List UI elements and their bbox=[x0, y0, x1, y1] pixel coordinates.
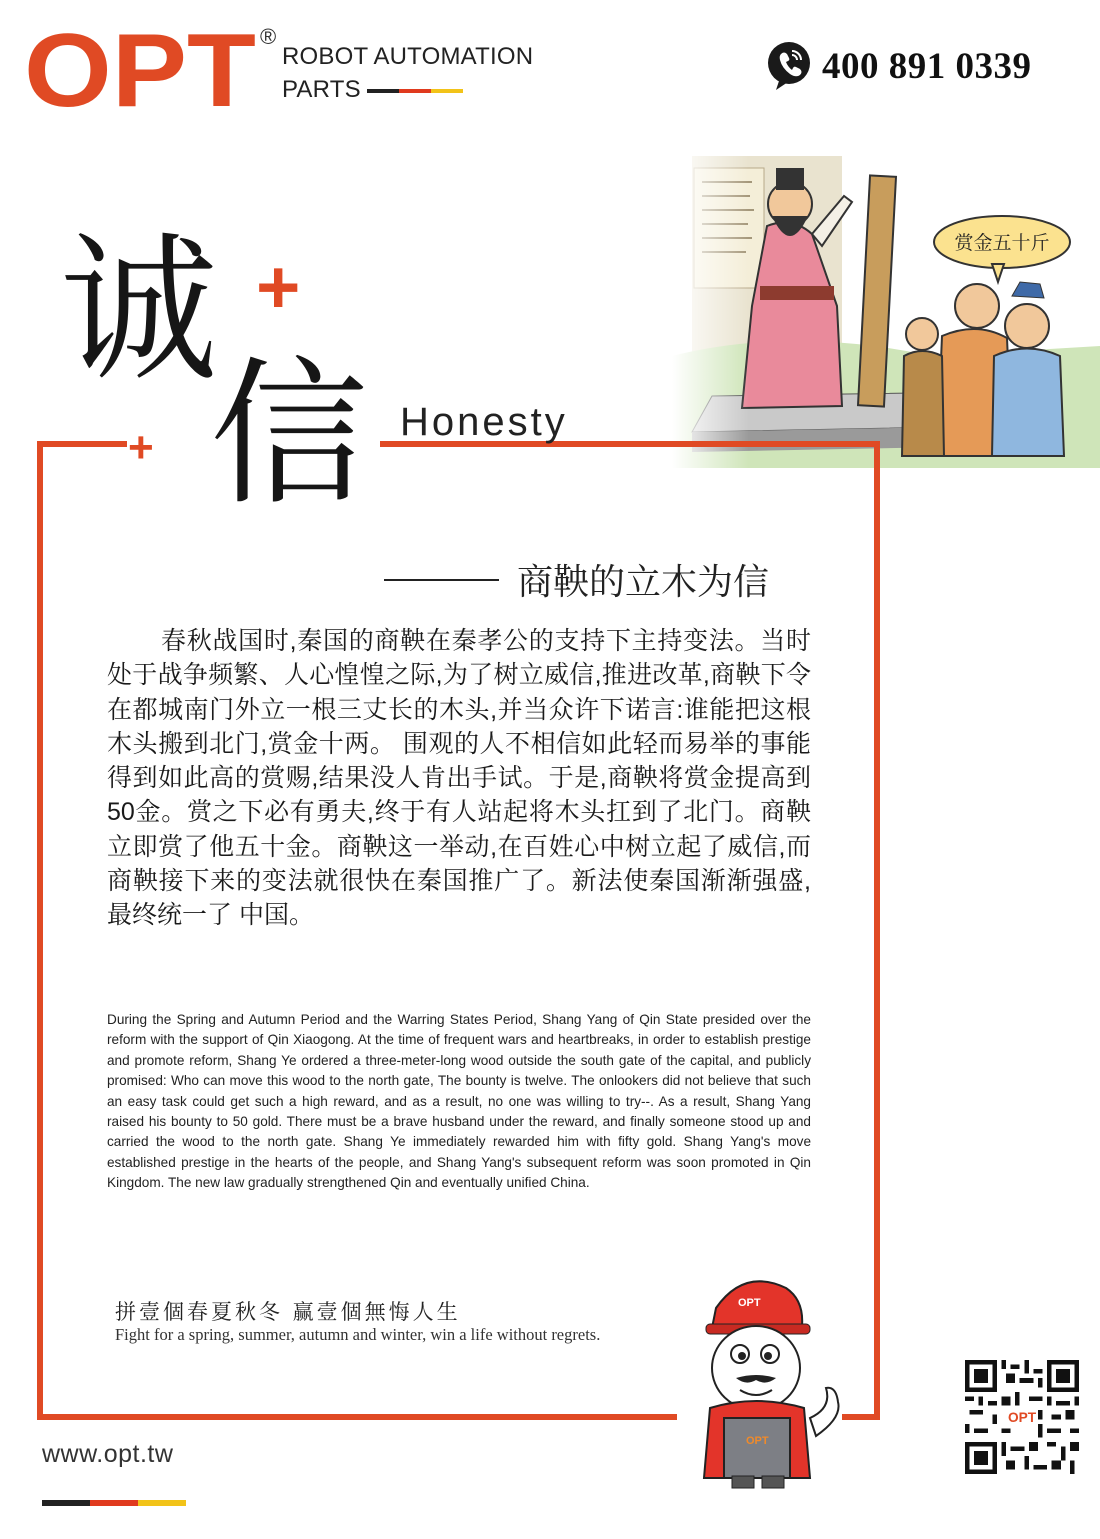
phone-icon bbox=[766, 40, 812, 92]
footer-bar-yellow bbox=[138, 1500, 186, 1506]
frame-left bbox=[37, 441, 43, 1420]
footer-bar-black bbox=[42, 1500, 90, 1506]
bar-yellow bbox=[431, 89, 463, 93]
title-char-xin: 信 bbox=[210, 343, 368, 527]
logo-text: OPT bbox=[24, 32, 256, 112]
body-chinese: 春秋战国时,秦国的商鞅在秦孝公的支持下主持变法。当时处于战争频繁、人心惶惶之际,为了树立威信,推进改革,商鞅下令在都城南门外立一根三丈长的木头,并当众许下诺言:谁能把这根木头搬到北门,赏金十两。 围观的人不相信如此轻而易举的事能得到如此高的赏赐,结果没人肯出手试。于是,商鞅将赏金提高到50金。赏之下必有勇夫,终于有人站起将木头扛到了北门。商鞅立即赏了他五十金。商鞅这一举动,在百姓心中树立起了威信,而商鞅接下来的变法就很快在秦国推广了。新法使秦国渐渐强盛,最终统一了 中国。 bbox=[107, 627, 811, 930]
qr-code[interactable] bbox=[965, 1360, 1079, 1474]
phone-contact[interactable] bbox=[766, 40, 1032, 92]
opt-logo[interactable] bbox=[24, 32, 259, 112]
tagline-line1: ROBOT AUTOMATION bbox=[282, 43, 534, 70]
frame-top-left bbox=[37, 441, 127, 447]
title-char-cheng: 诚 bbox=[60, 219, 218, 403]
footer-bar-red bbox=[90, 1500, 138, 1506]
mascot-worker bbox=[676, 1268, 848, 1490]
subtitle-text: 商鞅的立木为信 bbox=[517, 561, 770, 602]
title-english: Honesty bbox=[400, 400, 568, 444]
mascot-apron-text: OPT bbox=[746, 1435, 769, 1447]
slogan-chinese: 拼壹個春夏秋冬 赢壹個無悔人生 bbox=[115, 1300, 461, 1324]
website-link[interactable]: www.opt.tw bbox=[42, 1440, 174, 1468]
plus-mark-small: + bbox=[128, 423, 154, 472]
bar-black bbox=[367, 89, 399, 93]
frame-right bbox=[874, 441, 880, 1420]
bar-red bbox=[399, 89, 431, 93]
plus-mark-large: + bbox=[256, 245, 301, 330]
subtitle-dash bbox=[384, 579, 499, 581]
frame-bottom-left bbox=[37, 1414, 677, 1420]
slogan-english: Fight for a spring, summer, autumn and winter, win a life without regrets. bbox=[115, 1325, 601, 1344]
registered-mark: ® bbox=[260, 24, 277, 49]
subtitle bbox=[384, 554, 769, 605]
tagline-color-bars bbox=[367, 89, 463, 93]
footer-color-bars bbox=[42, 1500, 186, 1506]
body-english: During the Spring and Autumn Period and the Warring States Period, Shang Yang of Qin State presided over the reform with the support of Qin Xiaogong. At the time of frequent wars and heartbreaks, in order to establish prestige and promote reform, Shang Ye ordered a three-meter-long wood outside the south gate of the capital, and publicly promised: Who can move this wood to the north gate, The bounty is twelve. The onlookers did not believe that such an easy task could get such a high reward, and as a result, no one was willing to try--. As a result, Shang Yang raised his bounty to 50 gold. There must be a brave husband under the reward, and finally someone stood up and carried the wood to the north gate. Shang Ye immediately rewarded him with fifty gold. Shang Yang's move established prestige in the hearts of the people, and Shang Yang's subsequent reform was soon promoted in Qin Kingdom. The new law gradually strengthened Qin and eventually unified China. bbox=[107, 1012, 811, 1191]
mascot-helmet-text: OPT bbox=[738, 1297, 761, 1309]
qr-center-label: OPT bbox=[1007, 1410, 1037, 1426]
shang-yang-illustration bbox=[672, 156, 1100, 468]
tagline bbox=[282, 40, 533, 106]
tagline-line2: PARTS bbox=[282, 76, 361, 103]
phone-number: 400 891 0339 bbox=[822, 45, 1032, 87]
